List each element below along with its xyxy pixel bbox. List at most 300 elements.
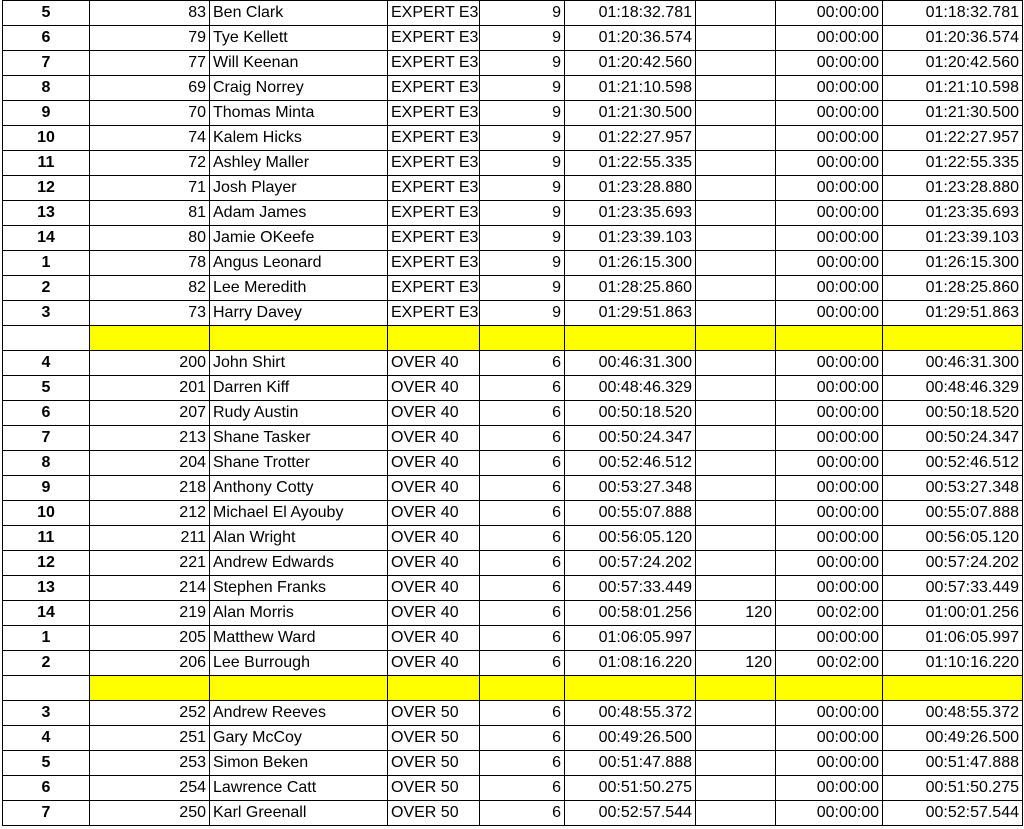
race-time-cell: 00:49:26.500 [565,726,696,751]
rider-name-cell: Rudy Austin [210,401,388,426]
table-row [3,776,1023,801]
class-cell: EXPERT E3 [388,101,480,126]
total-time-cell: 00:51:47.888 [883,751,1023,776]
rider-name-cell: Lee Burrough [210,651,388,676]
separator-highlight-cell [776,326,883,351]
penalty-seconds-cell [696,776,776,801]
separator-highlight-cell [388,676,480,701]
bike-number-cell: 206 [90,651,210,676]
laps-cell: 9 [480,276,565,301]
bike-number-cell: 252 [90,701,210,726]
bike-number-cell: 253 [90,751,210,776]
rider-name-cell: Alan Wright [210,526,388,551]
penalty-seconds-cell [696,26,776,51]
penalty-seconds-cell [696,526,776,551]
penalty-seconds-cell [696,126,776,151]
rider-name-cell: Gary McCoy [210,726,388,751]
rider-name-cell: Lawrence Catt [210,776,388,801]
penalty-time-cell: 00:00:00 [776,451,883,476]
bike-number-cell: 250 [90,801,210,826]
race-time-cell: 00:46:31.300 [565,351,696,376]
table-row [3,226,1023,251]
separator-highlight-cell [480,676,565,701]
separator-highlight-cell [696,676,776,701]
race-time-cell: 00:52:46.512 [565,451,696,476]
total-time-cell: 00:56:05.120 [883,526,1023,551]
penalty-seconds-cell [696,501,776,526]
class-cell: EXPERT E3 [388,176,480,201]
laps-cell: 6 [480,551,565,576]
penalty-time-cell: 00:00:00 [776,301,883,326]
total-time-cell: 01:18:32.781 [883,1,1023,26]
penalty-time-cell: 00:00:00 [776,176,883,201]
position-cell: 4 [3,351,90,376]
table-row [3,701,1023,726]
total-time-cell: 00:50:18.520 [883,401,1023,426]
race-time-cell: 00:57:24.202 [565,551,696,576]
laps-cell: 6 [480,351,565,376]
penalty-time-cell: 00:00:00 [776,801,883,826]
bike-number-cell: 201 [90,376,210,401]
race-time-cell: 00:55:07.888 [565,501,696,526]
total-time-cell: 00:53:27.348 [883,476,1023,501]
race-time-cell: 01:23:35.693 [565,201,696,226]
penalty-time-cell: 00:00:00 [776,726,883,751]
table-row [3,551,1023,576]
race-time-cell: 00:53:27.348 [565,476,696,501]
table-row [3,751,1023,776]
laps-cell: 6 [480,776,565,801]
laps-cell: 6 [480,526,565,551]
rider-name-cell: Thomas Minta [210,101,388,126]
rider-name-cell: Lee Meredith [210,276,388,301]
penalty-seconds-cell: 120 [696,651,776,676]
table-row [3,401,1023,426]
position-cell: 5 [3,1,90,26]
class-cell: OVER 40 [388,376,480,401]
total-time-cell: 00:48:46.329 [883,376,1023,401]
class-cell: OVER 50 [388,776,480,801]
race-time-cell: 00:48:55.372 [565,701,696,726]
penalty-time-cell: 00:00:00 [776,551,883,576]
class-cell: EXPERT E3 [388,276,480,301]
bike-number-cell: 72 [90,151,210,176]
laps-cell: 6 [480,626,565,651]
class-cell: OVER 40 [388,476,480,501]
table-row [3,151,1023,176]
class-cell: EXPERT E3 [388,251,480,276]
laps-cell: 9 [480,126,565,151]
penalty-time-cell: 00:00:00 [776,276,883,301]
table-row [3,126,1023,151]
race-time-cell: 01:26:15.300 [565,251,696,276]
separator-row [3,676,1023,701]
table-row [3,1,1023,26]
race-time-cell: 01:20:42.560 [565,51,696,76]
penalty-time-cell: 00:00:00 [776,51,883,76]
laps-cell: 9 [480,26,565,51]
penalty-seconds-cell [696,426,776,451]
race-time-cell: 00:50:18.520 [565,401,696,426]
total-time-cell: 00:46:31.300 [883,351,1023,376]
bike-number-cell: 71 [90,176,210,201]
position-cell: 7 [3,51,90,76]
bike-number-cell: 83 [90,1,210,26]
penalty-time-cell: 00:00:00 [776,101,883,126]
total-time-cell: 01:21:30.500 [883,101,1023,126]
laps-cell: 6 [480,501,565,526]
penalty-time-cell: 00:00:00 [776,151,883,176]
laps-cell: 6 [480,401,565,426]
class-cell: OVER 50 [388,751,480,776]
laps-cell: 9 [480,76,565,101]
penalty-seconds-cell [696,551,776,576]
position-cell: 1 [3,626,90,651]
rider-name-cell: Ashley Maller [210,151,388,176]
separator-blank-cell [3,676,90,701]
laps-cell: 6 [480,751,565,776]
total-time-cell: 00:49:26.500 [883,726,1023,751]
penalty-seconds-cell [696,151,776,176]
rider-name-cell: Harry Davey [210,301,388,326]
race-time-cell: 01:21:30.500 [565,101,696,126]
laps-cell: 6 [480,376,565,401]
total-time-cell: 01:22:55.335 [883,151,1023,176]
rider-name-cell: Matthew Ward [210,626,388,651]
table-row [3,201,1023,226]
total-time-cell: 01:21:10.598 [883,76,1023,101]
total-time-cell: 00:51:50.275 [883,776,1023,801]
table-row [3,526,1023,551]
table-row [3,76,1023,101]
class-cell: OVER 40 [388,651,480,676]
race-time-cell: 01:18:32.781 [565,1,696,26]
position-cell: 11 [3,151,90,176]
class-cell: EXPERT E3 [388,201,480,226]
race-time-cell: 01:08:16.220 [565,651,696,676]
separator-highlight-cell [696,326,776,351]
total-time-cell: 01:00:01.256 [883,601,1023,626]
penalty-seconds-cell [696,1,776,26]
race-time-cell: 00:50:24.347 [565,426,696,451]
class-cell: OVER 50 [388,701,480,726]
class-cell: OVER 40 [388,626,480,651]
laps-cell: 6 [480,476,565,501]
total-time-cell: 01:20:42.560 [883,51,1023,76]
rider-name-cell: Craig Norrey [210,76,388,101]
position-cell: 9 [3,101,90,126]
total-time-cell: 01:23:28.880 [883,176,1023,201]
laps-cell: 9 [480,251,565,276]
rider-name-cell: Kalem Hicks [210,126,388,151]
penalty-seconds-cell [696,226,776,251]
penalty-time-cell: 00:00:00 [776,26,883,51]
rider-name-cell: Tye Kellett [210,26,388,51]
laps-cell: 9 [480,176,565,201]
class-cell: OVER 40 [388,401,480,426]
class-cell: EXPERT E3 [388,301,480,326]
race-time-cell: 00:48:46.329 [565,376,696,401]
penalty-seconds-cell [696,701,776,726]
laps-cell: 9 [480,201,565,226]
penalty-seconds-cell [696,801,776,826]
race-time-cell: 00:52:57.544 [565,801,696,826]
penalty-time-cell: 00:00:00 [776,501,883,526]
bike-number-cell: 205 [90,626,210,651]
separator-highlight-cell [90,676,210,701]
position-cell: 13 [3,201,90,226]
bike-number-cell: 254 [90,776,210,801]
total-time-cell: 01:26:15.300 [883,251,1023,276]
total-time-cell: 01:23:39.103 [883,226,1023,251]
penalty-seconds-cell: 120 [696,601,776,626]
position-cell: 11 [3,526,90,551]
separator-highlight-cell [776,676,883,701]
table-row [3,476,1023,501]
race-time-cell: 00:51:47.888 [565,751,696,776]
penalty-seconds-cell [696,301,776,326]
penalty-time-cell: 00:00:00 [776,251,883,276]
bike-number-cell: 70 [90,101,210,126]
class-cell: EXPERT E3 [388,1,480,26]
penalty-seconds-cell [696,51,776,76]
penalty-seconds-cell [696,451,776,476]
position-cell: 5 [3,751,90,776]
penalty-seconds-cell [696,101,776,126]
rider-name-cell: Karl Greenall [210,801,388,826]
total-time-cell: 01:06:05.997 [883,626,1023,651]
penalty-seconds-cell [696,726,776,751]
separator-highlight-cell [388,326,480,351]
table-row [3,101,1023,126]
position-cell: 3 [3,701,90,726]
bike-number-cell: 74 [90,126,210,151]
position-cell: 1 [3,251,90,276]
position-cell: 12 [3,176,90,201]
penalty-seconds-cell [696,201,776,226]
class-cell: OVER 50 [388,726,480,751]
separator-highlight-cell [480,326,565,351]
separator-row [3,326,1023,351]
penalty-seconds-cell [696,176,776,201]
total-time-cell: 00:48:55.372 [883,701,1023,726]
penalty-time-cell: 00:00:00 [776,701,883,726]
class-cell: OVER 40 [388,351,480,376]
bike-number-cell: 211 [90,526,210,551]
table-row [3,726,1023,751]
table-row [3,251,1023,276]
bike-number-cell: 80 [90,226,210,251]
penalty-time-cell: 00:00:00 [776,201,883,226]
race-time-cell: 01:20:36.574 [565,26,696,51]
bike-number-cell: 207 [90,401,210,426]
penalty-time-cell: 00:00:00 [776,226,883,251]
class-cell: EXPERT E3 [388,26,480,51]
rider-name-cell: Andrew Reeves [210,701,388,726]
race-time-cell: 00:56:05.120 [565,526,696,551]
bike-number-cell: 78 [90,251,210,276]
penalty-seconds-cell [696,351,776,376]
position-cell: 5 [3,376,90,401]
table-row [3,651,1023,676]
rider-name-cell: Josh Player [210,176,388,201]
total-time-cell: 00:57:33.449 [883,576,1023,601]
race-time-cell: 01:23:39.103 [565,226,696,251]
bike-number-cell: 212 [90,501,210,526]
penalty-time-cell: 00:00:00 [776,526,883,551]
class-cell: EXPERT E3 [388,51,480,76]
total-time-cell: 00:52:57.544 [883,801,1023,826]
table-row [3,301,1023,326]
penalty-seconds-cell [696,626,776,651]
rider-name-cell: Stephen Franks [210,576,388,601]
rider-name-cell: Anthony Cotty [210,476,388,501]
position-cell: 6 [3,401,90,426]
total-time-cell: 01:22:27.957 [883,126,1023,151]
total-time-cell: 00:50:24.347 [883,426,1023,451]
penalty-seconds-cell [696,251,776,276]
penalty-seconds-cell [696,401,776,426]
class-cell: EXPERT E3 [388,226,480,251]
position-cell: 2 [3,276,90,301]
total-time-cell: 00:52:46.512 [883,451,1023,476]
laps-cell: 6 [480,726,565,751]
penalty-seconds-cell [696,76,776,101]
penalty-time-cell: 00:00:00 [776,476,883,501]
rider-name-cell: John Shirt [210,351,388,376]
class-cell: OVER 40 [388,526,480,551]
class-cell: OVER 40 [388,501,480,526]
total-time-cell: 01:28:25.860 [883,276,1023,301]
position-cell: 14 [3,601,90,626]
race-time-cell: 01:29:51.863 [565,301,696,326]
separator-highlight-cell [883,326,1023,351]
race-time-cell: 00:51:50.275 [565,776,696,801]
position-cell: 12 [3,551,90,576]
bike-number-cell: 77 [90,51,210,76]
separator-blank-cell [3,326,90,351]
position-cell: 8 [3,451,90,476]
penalty-time-cell: 00:00:00 [776,626,883,651]
race-time-cell: 01:22:27.957 [565,126,696,151]
race-time-cell: 01:28:25.860 [565,276,696,301]
class-cell: OVER 40 [388,576,480,601]
laps-cell: 6 [480,651,565,676]
penalty-seconds-cell [696,276,776,301]
table-row [3,351,1023,376]
race-time-cell: 01:21:10.598 [565,76,696,101]
bike-number-cell: 73 [90,301,210,326]
bike-number-cell: 251 [90,726,210,751]
rider-name-cell: Ben Clark [210,1,388,26]
table-row [3,376,1023,401]
bike-number-cell: 82 [90,276,210,301]
total-time-cell: 01:23:35.693 [883,201,1023,226]
laps-cell: 9 [480,226,565,251]
results-table [2,0,1023,826]
laps-cell: 6 [480,801,565,826]
race-time-cell: 01:23:28.880 [565,176,696,201]
table-row [3,276,1023,301]
position-cell: 10 [3,126,90,151]
separator-highlight-cell [883,676,1023,701]
position-cell: 7 [3,801,90,826]
rider-name-cell: Andrew Edwards [210,551,388,576]
total-time-cell: 00:55:07.888 [883,501,1023,526]
class-cell: OVER 40 [388,551,480,576]
penalty-seconds-cell [696,476,776,501]
laps-cell: 9 [480,301,565,326]
penalty-seconds-cell [696,376,776,401]
class-cell: OVER 40 [388,451,480,476]
position-cell: 3 [3,301,90,326]
laps-cell: 6 [480,426,565,451]
penalty-time-cell: 00:00:00 [776,776,883,801]
class-cell: EXPERT E3 [388,126,480,151]
class-cell: EXPERT E3 [388,151,480,176]
laps-cell: 6 [480,601,565,626]
table-row [3,601,1023,626]
penalty-seconds-cell [696,576,776,601]
table-row [3,26,1023,51]
laps-cell: 9 [480,51,565,76]
position-cell: 9 [3,476,90,501]
rider-name-cell: Jamie OKeefe [210,226,388,251]
penalty-time-cell: 00:00:00 [776,426,883,451]
rider-name-cell: Michael El Ayouby [210,501,388,526]
bike-number-cell: 213 [90,426,210,451]
total-time-cell: 01:29:51.863 [883,301,1023,326]
class-cell: OVER 40 [388,601,480,626]
table-row [3,626,1023,651]
penalty-time-cell: 00:02:00 [776,651,883,676]
rider-name-cell: Will Keenan [210,51,388,76]
bike-number-cell: 79 [90,26,210,51]
penalty-time-cell: 00:00:00 [776,351,883,376]
penalty-time-cell: 00:00:00 [776,76,883,101]
race-time-cell: 00:57:33.449 [565,576,696,601]
bike-number-cell: 219 [90,601,210,626]
penalty-time-cell: 00:00:00 [776,751,883,776]
bike-number-cell: 214 [90,576,210,601]
class-cell: EXPERT E3 [388,76,480,101]
separator-highlight-cell [210,676,388,701]
penalty-time-cell: 00:02:00 [776,601,883,626]
position-cell: 13 [3,576,90,601]
rider-name-cell: Adam James [210,201,388,226]
class-cell: OVER 40 [388,426,480,451]
bike-number-cell: 221 [90,551,210,576]
penalty-time-cell: 00:00:00 [776,576,883,601]
rider-name-cell: Alan Morris [210,601,388,626]
total-time-cell: 01:20:36.574 [883,26,1023,51]
position-cell: 2 [3,651,90,676]
position-cell: 6 [3,26,90,51]
separator-highlight-cell [565,326,696,351]
penalty-seconds-cell [696,751,776,776]
laps-cell: 6 [480,576,565,601]
table-row [3,501,1023,526]
position-cell: 8 [3,76,90,101]
table-row [3,801,1023,826]
total-time-cell: 00:57:24.202 [883,551,1023,576]
class-cell: OVER 50 [388,801,480,826]
laps-cell: 6 [480,451,565,476]
position-cell: 7 [3,426,90,451]
laps-cell: 6 [480,701,565,726]
position-cell: 14 [3,226,90,251]
laps-cell: 9 [480,101,565,126]
